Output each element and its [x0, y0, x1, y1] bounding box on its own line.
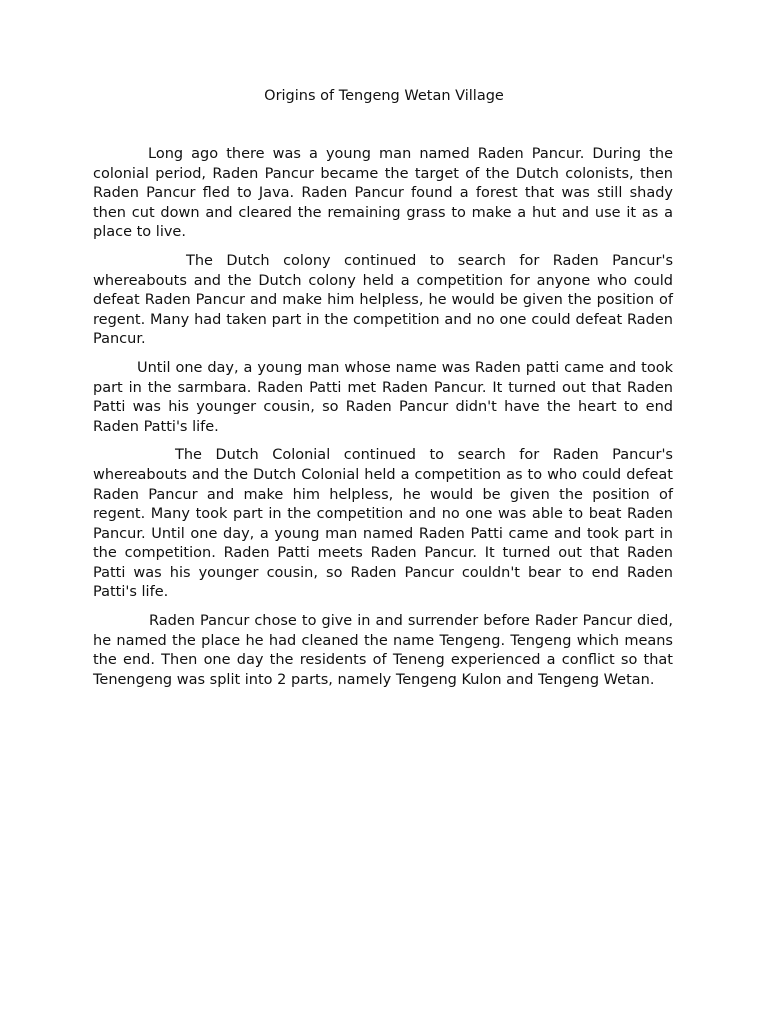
paragraph-3: Until one day, a young man whose name was Raden patti came and took part in the sarmbara. Raden Patti met Raden Pancur. It turned out that Raden Patti was his younger cousin, so Raden Pancur didn't have the heart to end Raden Patti's life. — [93, 359, 673, 435]
paragraph-1: Long ago there was a young man named Raden Pancur. During the colonial period, Raden Pancur became the target of the Dutch colonists, then Raden Pancur fled to Java. Raden Pancur found a forest that was still shady then cut down and cleared the remaining grass to make a hut and use it as a place to live. — [93, 146, 673, 241]
paragraph-4: The Dutch Colonial continued to search for Raden Pancur's whereabouts and the Dutch Colonial held a competition as to who could defeat Raden Pancur and make him helpless, he would be given the position of regent. Many took part in the competition and no one was able to beat Raden Pancur. Until one day, a young man named Raden Patti came and took part in the competition. Raden Patti meets Raden Pancur. It turned out that Raden Patti was his younger cousin, so Raden Pancur couldn't bear to end Raden Patti's life. — [93, 447, 673, 601]
document-body — [93, 145, 673, 699]
paragraph-5: Raden Pancur chose to give in and surrender before Rader Pancur died, he named the place he had cleaned the name Tengeng. Tengeng which means the end. Then one day the residents of Teneng experienced a conflict so that Tenengeng was split into 2 parts, namely Tengeng Kulon and Tengeng Wetan. — [93, 613, 673, 688]
document-title: Origins of Tengeng Wetan Village — [264, 88, 504, 104]
paragraph-2: The Dutch colony continued to search for Raden Pancur's whereabouts and the Dutch colony held a competition for anyone who could defeat Raden Pancur and make him helpless, he would be given the position of regent. Many had taken part in the competition and no one could defeat Raden Pancur. — [93, 252, 673, 348]
